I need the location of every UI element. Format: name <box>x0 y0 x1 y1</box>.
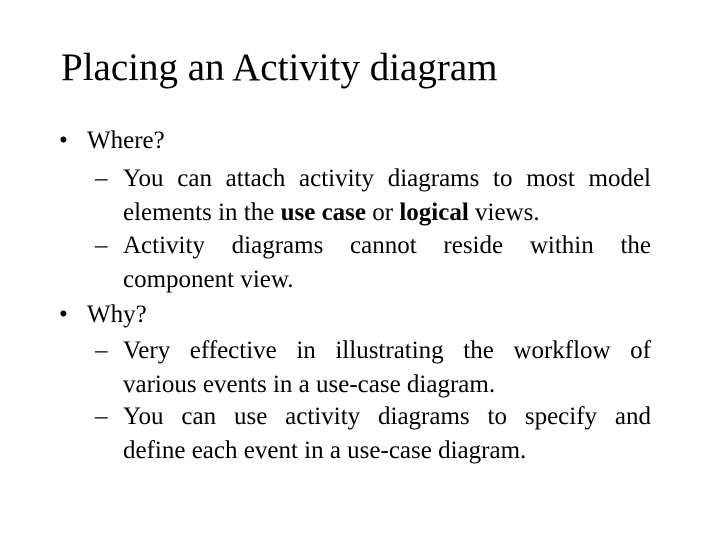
sub-bullet-line: component view. <box>123 266 294 293</box>
sub-bullet-line: Activity diagrams cannot reside within the <box>123 232 651 259</box>
sub-bullet-marker: – <box>95 232 108 259</box>
text-segment: or <box>366 199 400 226</box>
sub-bullet-cannot-reside <box>95 229 651 297</box>
sub-bullet-attach <box>95 162 651 230</box>
sub-bullet-text <box>123 165 651 226</box>
sub-bullet-specify <box>95 400 651 468</box>
bold-term-use-case: use case <box>280 199 366 226</box>
sub-bullet-marker: – <box>95 165 108 192</box>
sub-bullet-line: define each event in a use-case diagram. <box>123 437 527 464</box>
bullet-marker: • <box>59 127 68 154</box>
sub-bullet-line: Very effective in illustrating the workflow of <box>123 337 651 364</box>
sub-bullet-line: various events in a use-case diagram. <box>123 371 496 398</box>
sub-bullet-effective <box>95 334 651 402</box>
text-segment: views. <box>468 199 540 226</box>
bullet-why <box>59 298 147 332</box>
bold-term-logical: logical <box>399 199 469 226</box>
bullet-label: Where? <box>87 127 165 154</box>
slide-title: Placing an Activity diagram <box>61 46 498 89</box>
text-segment: You can attach activity diagrams to most model elements in the <box>123 165 651 226</box>
bullet-marker: • <box>59 301 68 328</box>
bullet-where <box>59 124 165 158</box>
sub-bullet-line: You can use activity diagrams to specify and <box>123 403 651 430</box>
sub-bullet-marker: – <box>95 337 108 364</box>
sub-bullet-marker: – <box>95 403 108 430</box>
bullet-label: Why? <box>87 301 147 328</box>
